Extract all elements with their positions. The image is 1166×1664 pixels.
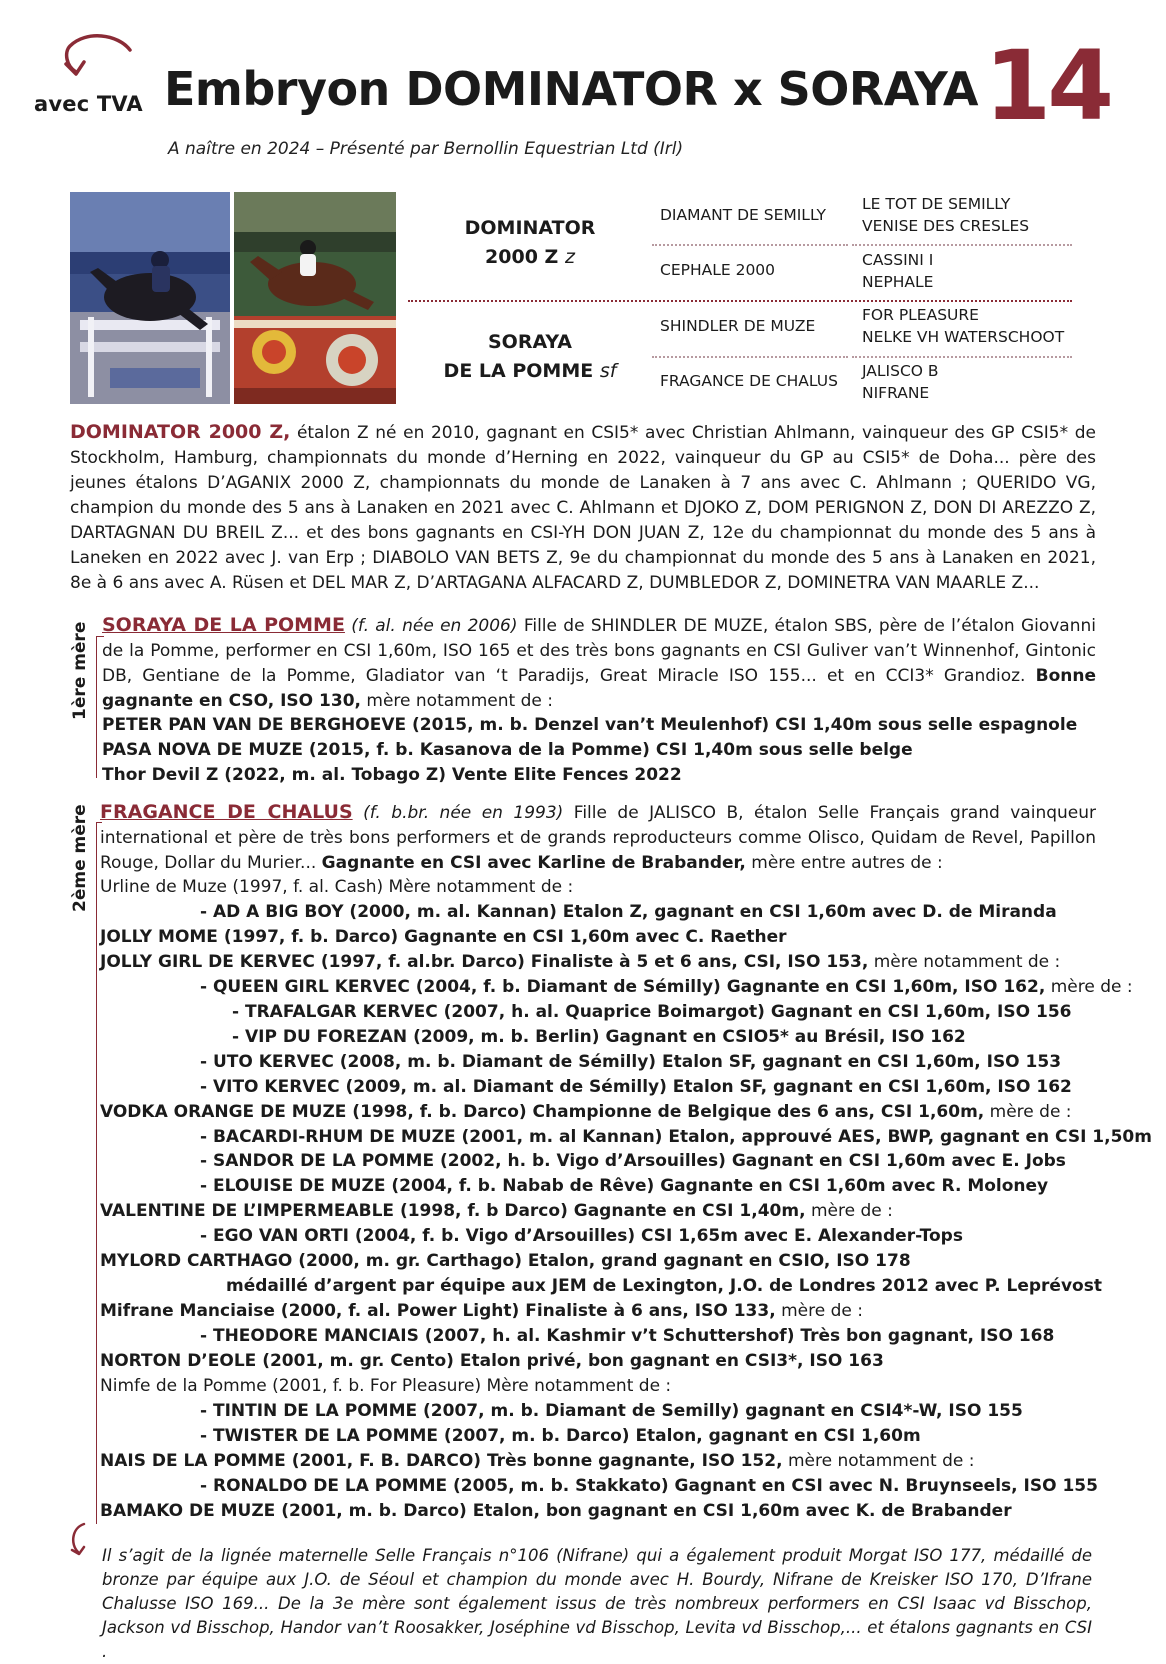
produce-line: [100, 1299, 863, 1324]
produce-line: [100, 875, 573, 900]
produce-line: [200, 1075, 1072, 1100]
second-dam-description: [100, 800, 1096, 876]
curved-arrow-icon: [58, 32, 138, 84]
produce-line-tail: mère de :: [805, 1201, 893, 1222]
produce-line-main: - SANDOR DE LA POMME (2002, h. b. Vigo d’Arsouilles) Gagnant en CSI 1,60m avec E. Jobs: [200, 1151, 1066, 1172]
sire-name-line2: [430, 243, 630, 272]
dam-name-line2: [430, 357, 630, 386]
produce-line: [232, 1000, 1071, 1025]
produce-line: [200, 1125, 1152, 1150]
produce-line-tail: mère notamment de :: [868, 951, 1061, 972]
first-dam-description: [102, 613, 1096, 714]
second-dam-heading: FRAGANCE DE CHALUS: [100, 801, 353, 823]
dam-studbook: sf: [599, 360, 617, 382]
great-grandparents-2: [862, 249, 933, 293]
divider: [408, 300, 1072, 302]
sire-text: étalon Z né en 2010, gagnant en CSI5* avec Christian Ahlmann, vainqueur des GP CSI5* de Stockholm, Hamburg, championnats du monde d’Herning en 2022, vainqueur du GP au CSI5* de Doha... père des jeunes étalons D’AGANIX 2000 Z, championnats du monde de Lanaken à 7 ans avec C. Ahlmann ; QUERIDO VG, champion du monde des 5 ans à Lanaken en 2021 avec C. Ahlmann et DJOKO Z, DOM PERIGNON Z, DON DI AREZZO Z, DARTAGNAN DU BREIL Z... et des bons gagnants en CSI-YH DON JUAN Z, 12e du championnat du monde des 5 ans à Laneken en 2022 avec J. van Erp ; DIABOLO VAN BETS Z, 9e du championnat du monde des 5 ans à Lanaken en 2021, 8e à 6 ans avec A. Rüsen et DEL MAR Z, D’ARTAGANA ALFACARD Z, DUMBLEDOR Z, DOMINETRA VAN MAARLE Z...: [70, 423, 1096, 593]
produce-line-tail: mère de :: [775, 1301, 863, 1322]
first-dam-text-end: mère notamment de :: [366, 691, 553, 711]
lot-number: 14: [984, 30, 1110, 142]
produce-line-tail: mère notamment de :: [782, 1450, 975, 1471]
produce-line: [200, 1324, 1054, 1349]
page-title: Embryon DOMINATOR x SORAYA: [164, 62, 978, 116]
footer-note: Il s’agit de la lignée maternelle Selle Français n°106 (Nifrane) qui a également produit Morgat ISO 177, médaillé de bronze par équipe aux J.O. de Séoul et champion du monde avec H. Bourdy, Nifrane de Kreisker ISO 170, D’Ifrane Chalusse ISO 169... De la 3e mère sont également issus de très nombreux performers en CSI Isaac vd Bisschop, Jackson vd Bisschop, Handor van’t Roosakker, Joséphine vd Bisschop, Levita vd Bisschop,... et étalons gagnants en CSI .: [102, 1546, 1092, 1661]
sire-name-suffix: 2000 Z: [485, 246, 559, 268]
produce-item: PASA NOVA DE MUZE (2015, f. b. Kasanova de la Pomme) CSI 1,40m sous selle belge: [102, 740, 913, 760]
produce-line: [200, 1050, 1061, 1075]
produce-line-main: médaillé d’argent par équipe aux JEM de Lexington, J.O. de Londres 2012 avec P. Leprévost: [226, 1276, 1102, 1297]
great-grandparent: LE TOT DE SEMILLY: [862, 195, 1011, 213]
second-dam-label: 2ème mère: [70, 804, 90, 912]
produce-line-main: - TWISTER DE LA POMME (2007, m. b. Darco) Etalon, gagnant en CSI 1,60m: [200, 1425, 921, 1446]
produce-line-main: - TINTIN DE LA POMME (2007, m. b. Diamant de Semilly) gagnant en CSI4*-W, ISO 155: [200, 1400, 1023, 1421]
produce-line-main: VODKA ORANGE DE MUZE (1998, f. b. Darco) Championne de Belgique des 6 ans, CSI 1,60m,: [100, 1101, 985, 1122]
produce-line: [226, 1274, 1102, 1299]
produce-line: [100, 950, 1060, 975]
second-dam-text: Fille de JALISCO B, étalon Selle Français grand vainqueur international et père de très bons performers et de grands reproducteurs comme Olisco, Quidam de Revel, Papillon Rouge, Dollar du Murier...: [100, 803, 1097, 873]
sire-studbook: z: [564, 246, 575, 268]
produce-line-main: - EGO VAN ORTI (2004, f. b. Vigo d’Arsouilles) CSI 1,65m avec E. Alexander-Tops: [200, 1226, 963, 1247]
divider: [852, 244, 1072, 246]
second-dam-text-bold: Gagnante en CSI avec Karline de Brabander,: [321, 853, 746, 873]
divider: [652, 244, 848, 246]
produce-line-main: JOLLY MOME (1997, f. b. Darco) Gagnante en CSI 1,60m avec C. Raether: [100, 926, 787, 947]
first-dam-text: Fille de SHINDLER DE MUZE, étalon SBS, père de l’étalon Giovanni de la Pomme, performer en CSI 1,60m, ISO 165 et des très bons gagnants en CSI Guliver van’t Winnenhof, Gintonic DB, Gentiane de la Pomme, Gladiator van ‘t Paradijs, Great Miracle ISO 155... et en CCI3* Grandioz.: [102, 616, 1096, 686]
produce-line-main: JOLLY GIRL DE KERVEC (1997, f. al.br. Darco) Finaliste à 5 et 6 ans, CSI, ISO 153,: [100, 951, 869, 972]
produce-line-tail: mère de :: [984, 1101, 1072, 1122]
produce-line: [200, 1174, 1048, 1199]
produce-line-main: - THEODORE MANCIAIS (2007, h. al. Kashmir v’t Schuttershof) Très bon gagnant, ISO 168: [200, 1326, 1055, 1347]
produce-line-main: NAIS DE LA POMME (2001, F. B. DARCO) Très bonne gagnante, ISO 152,: [100, 1450, 783, 1471]
sire-heading: DOMINATOR 2000 Z,: [70, 421, 291, 443]
great-grandparent: CASSINI I: [862, 251, 934, 269]
produce-line: [100, 925, 787, 950]
second-dam-info: (f. b.br. née en 1993): [363, 803, 564, 823]
grandparent-4: FRAGANCE DE CHALUS: [660, 372, 838, 390]
produce-item: Thor Devil Z (2022, m. al. Tobago Z) Vente Elite Fences 2022: [102, 765, 682, 785]
divider: [652, 356, 848, 358]
produce-line: [200, 1474, 1098, 1499]
produce-line-main: - TRAFALGAR KERVEC (2007, h. al. Quaprice Boimargot) Gagnant en CSI 1,60m, ISO 156: [232, 1001, 1072, 1022]
first-dam-bracket: [96, 636, 97, 778]
produce-line: [200, 1224, 963, 1249]
produce-line-main: VALENTINE DE L’IMPERMEABLE (1998, f. b Darco) Gagnante en CSI 1,40m,: [100, 1201, 806, 1222]
produce-line: [100, 1100, 1072, 1125]
produce-line-main: - UTO KERVEC (2008, m. b. Diamant de Sémilly) Etalon SF, gagnant en CSI 1,60m, ISO 153: [200, 1051, 1062, 1072]
produce-line: [100, 1349, 884, 1374]
produce-line-main: MYLORD CARTHAGO (2000, m. gr. Carthago) Etalon, grand gagnant en CSIO, ISO 178: [100, 1251, 911, 1272]
produce-line: [200, 1424, 921, 1449]
great-grandparents-3: [862, 304, 1064, 348]
produce-line: [200, 900, 1057, 925]
sire-photo-2: [234, 192, 396, 404]
produce-item: PETER PAN VAN DE BERGHOEVE (2015, m. b. Denzel van’t Meulenhof) CSI 1,40m sous selle espagnole: [102, 715, 1078, 735]
produce-line: [100, 1249, 911, 1274]
produce-line-main: - BACARDI-RHUM DE MUZE (2001, m. al Kannan) Etalon, approuvé AES, BWP, gagnant en CSI 1,50m: [200, 1126, 1152, 1147]
produce-line-main: NORTON D’EOLE (2001, m. gr. Cento) Etalon privé, bon gagnant en CSI3*, ISO 163: [100, 1351, 884, 1372]
grandparent-2: CEPHALE 2000: [660, 261, 776, 279]
grandparent-3: SHINDLER DE MUZE: [660, 317, 816, 335]
produce-line: [100, 1199, 893, 1224]
sire-description: [70, 420, 1096, 596]
first-dam-label: 1ère mère: [70, 621, 90, 720]
produce-line: [232, 1025, 966, 1050]
produce-line-main: - QUEEN GIRL KERVEC (2004, f. b. Diamant de Sémilly) Gagnante en CSI 1,60m, ISO 162,: [200, 976, 1046, 997]
great-grandparent: JALISCO B: [862, 362, 939, 380]
produce-line-main: - VITO KERVEC (2009, m. al. Diamant de Sémilly) Etalon SF, gagnant en CSI 1,60m, ISO 162: [200, 1076, 1072, 1097]
great-grandparent: NEPHALE: [862, 273, 934, 291]
second-dam-bracket: [96, 822, 97, 1524]
produce-line-main: - RONALDO DE LA POMME (2005, m. b. Stakkato) Gagnant en CSI avec N. Bruynseels, ISO 155: [200, 1475, 1098, 1496]
produce-line: [100, 1449, 975, 1474]
produce-line: [200, 1149, 1066, 1174]
sire-name: [430, 214, 630, 272]
produce-line-main: - ELOUISE DE MUZE (2004, f. b. Nabab de Rêve) Gagnante en CSI 1,60m avec R. Moloney: [200, 1176, 1049, 1197]
sire-name-line1: DOMINATOR: [464, 217, 596, 239]
first-dam-text-bold: Bonne gagnante en CSO, ISO 130,: [102, 666, 1096, 711]
produce-line-main: - VIP DU FOREZAN (2009, m. b. Berlin) Gagnant en CSIO5* au Brésil, ISO 162: [232, 1026, 966, 1047]
great-grandparent: VENISE DES CRESLES: [862, 217, 1030, 235]
produce-line-main: Nimfe de la Pomme (2001, f. b. For Pleasure) Mère notamment de :: [100, 1376, 672, 1396]
tva-label: avec TVA: [34, 92, 143, 116]
great-grandparent: NELKE VH WATERSCHOOT: [862, 328, 1065, 346]
dam-name-suffix: DE LA POMME: [443, 360, 594, 382]
first-dam-heading: SORAYA DE LA POMME: [102, 614, 345, 636]
subtitle: A naître en 2024 – Présenté par Bernollin Equestrian Ltd (Irl): [168, 139, 684, 159]
produce-line-main: Mifrane Manciaise (2000, f. al. Power Light) Finaliste à 6 ans, ISO 133,: [100, 1301, 776, 1322]
produce-line-main: - AD A BIG BOY (2000, m. al. Kannan) Etalon Z, gagnant en CSI 1,60m avec D. de Miranda: [200, 901, 1057, 922]
produce-line: [200, 975, 1133, 1000]
divider: [852, 356, 1072, 358]
great-grandparent: NIFRANE: [862, 384, 930, 402]
first-dam-info: (f. al. née en 2006): [351, 616, 518, 636]
great-grandparent: FOR PLEASURE: [862, 306, 979, 324]
dam-name: [430, 328, 630, 386]
produce-line-main: Urline de Muze (1997, f. al. Cash) Mère notamment de :: [100, 877, 574, 897]
produce-line-main: BAMAKO DE MUZE (2001, m. b. Darco) Etalon, bon gagnant en CSI 1,60m avec K. de Brabander: [100, 1500, 1012, 1521]
produce-line: [200, 1399, 1023, 1424]
produce-line: [100, 1374, 671, 1399]
great-grandparents-4: [862, 360, 939, 404]
dam-name-line1: SORAYA: [488, 331, 572, 353]
return-arrow-icon: [64, 1520, 94, 1560]
grandparent-1: DIAMANT DE SEMILLY: [660, 206, 826, 224]
produce-line-tail: mère de :: [1045, 976, 1133, 997]
produce-line: [100, 1499, 1012, 1524]
second-dam-text-end: mère entre autres de :: [751, 853, 943, 873]
sire-photo-1: [70, 192, 230, 404]
great-grandparents-1: [862, 193, 1029, 237]
